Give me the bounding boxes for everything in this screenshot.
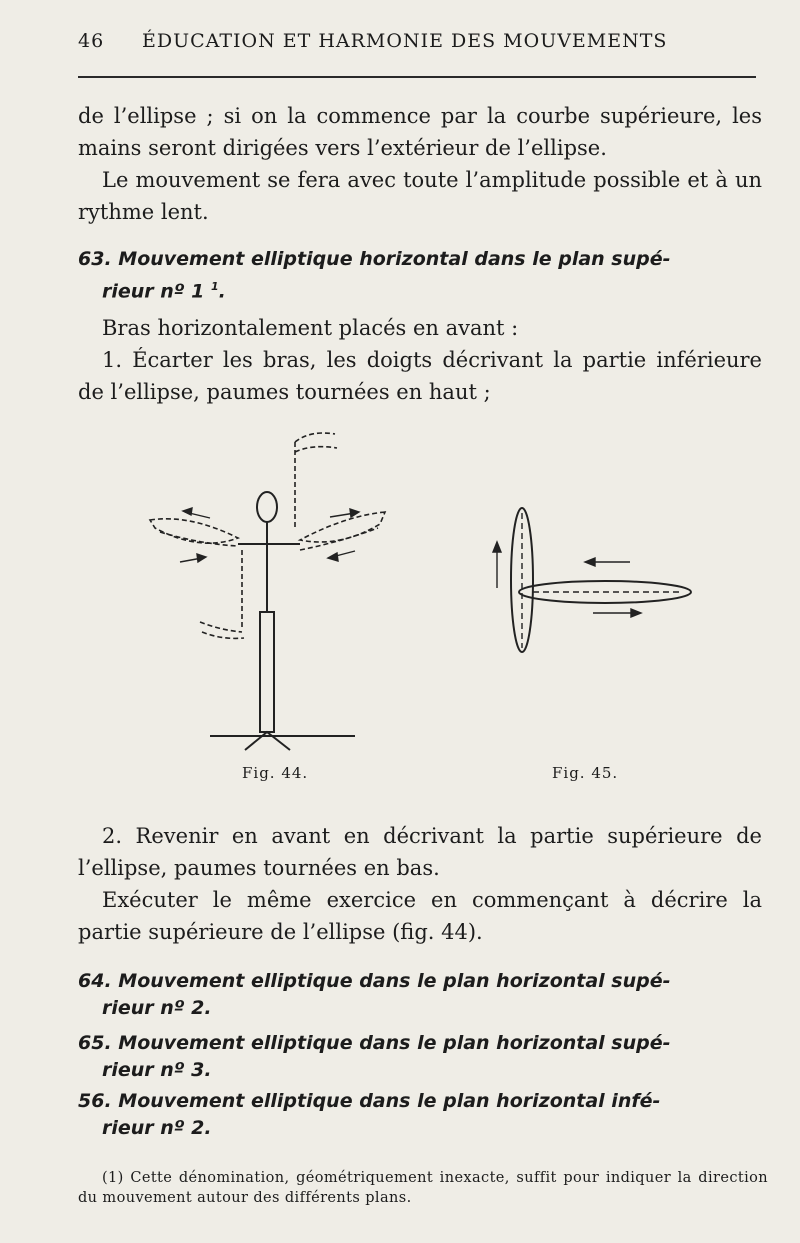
footnote-marker: (1)	[102, 1170, 124, 1186]
head-shape	[257, 492, 277, 522]
section-number: 65.	[78, 1032, 112, 1054]
paragraph-same-exercise: Exécuter le même exercice en commençant à décrire la partie supérieure de l’ellipse (fig. 44).	[78, 888, 762, 944]
section-64-heading	[78, 968, 762, 1022]
vertical-ellipse	[511, 508, 533, 652]
paragraph-ellipse-continuation: de l’ellipse ; si on la commence par la courbe supérieure, les mains seront dirigées vers l’extérieur de l’ellipse.	[78, 104, 762, 160]
section-title-line2: rieur nº 2.	[102, 997, 212, 1019]
section-number: 64.	[78, 970, 112, 992]
section-title-line2: rieur nº 1	[102, 280, 205, 303]
section-63-heading: 63. Mouvement elliptique horizontal dans le plan supé- rieur nº 1 $^1$.	[78, 248, 671, 303]
paragraph-amplitude: Le mouvement se fera avec toute l’amplitude possible et à un rythme lent.	[78, 168, 762, 224]
paragraph-step-1: 1. Écarter les bras, les doigts décrivant la partie inférieure de l’ellipse, paumes tournées en haut ;	[78, 348, 762, 404]
section-56-heading	[78, 1088, 762, 1142]
figure-45-caption: Fig. 45.	[552, 764, 619, 782]
figure-44-drawing	[140, 420, 400, 765]
footnote-text: Cette dénomination, géométriquement inexacte, suffit pour indiquer la direction du mouvement autour des différents plans.	[78, 1170, 768, 1206]
footnote-reference: 1	[210, 280, 219, 293]
paragraph-step-2: 2. Revenir en avant en décrivant la partie supérieure de l’ellipse, paumes tournées en bas.	[78, 824, 762, 880]
section-title-line1: Mouvement elliptique dans le plan horizontal supé-	[118, 970, 671, 992]
running-title: ÉDUCATION ET HARMONIE DES MOUVEMENTS	[142, 30, 668, 52]
footnote	[78, 1168, 768, 1208]
figure-44-caption: Fig. 44.	[242, 764, 309, 782]
left-arm-ellipse	[150, 519, 238, 543]
section-number: 63.	[78, 248, 112, 270]
paragraph-arms-intro: Bras horizontalement placés en avant :	[102, 316, 519, 340]
section-title-line1: Mouvement elliptique dans le plan horizontal supé-	[118, 1032, 671, 1054]
section-title-line2: rieur nº 3.	[102, 1059, 212, 1081]
header-rule	[78, 76, 756, 78]
figure-45-drawing	[485, 498, 705, 663]
section-title-line1: Mouvement elliptique horizontal dans le plan supé-	[118, 248, 671, 270]
section-title-line2: rieur nº 2.	[102, 1117, 212, 1139]
section-number: 56.	[78, 1090, 112, 1112]
right-arm-ellipse	[300, 512, 385, 542]
page-number: 46	[78, 30, 105, 52]
running-header	[78, 30, 758, 60]
section-65-heading	[78, 1030, 762, 1084]
section-title-line1: Mouvement elliptique dans le plan horizontal infé-	[118, 1090, 661, 1112]
